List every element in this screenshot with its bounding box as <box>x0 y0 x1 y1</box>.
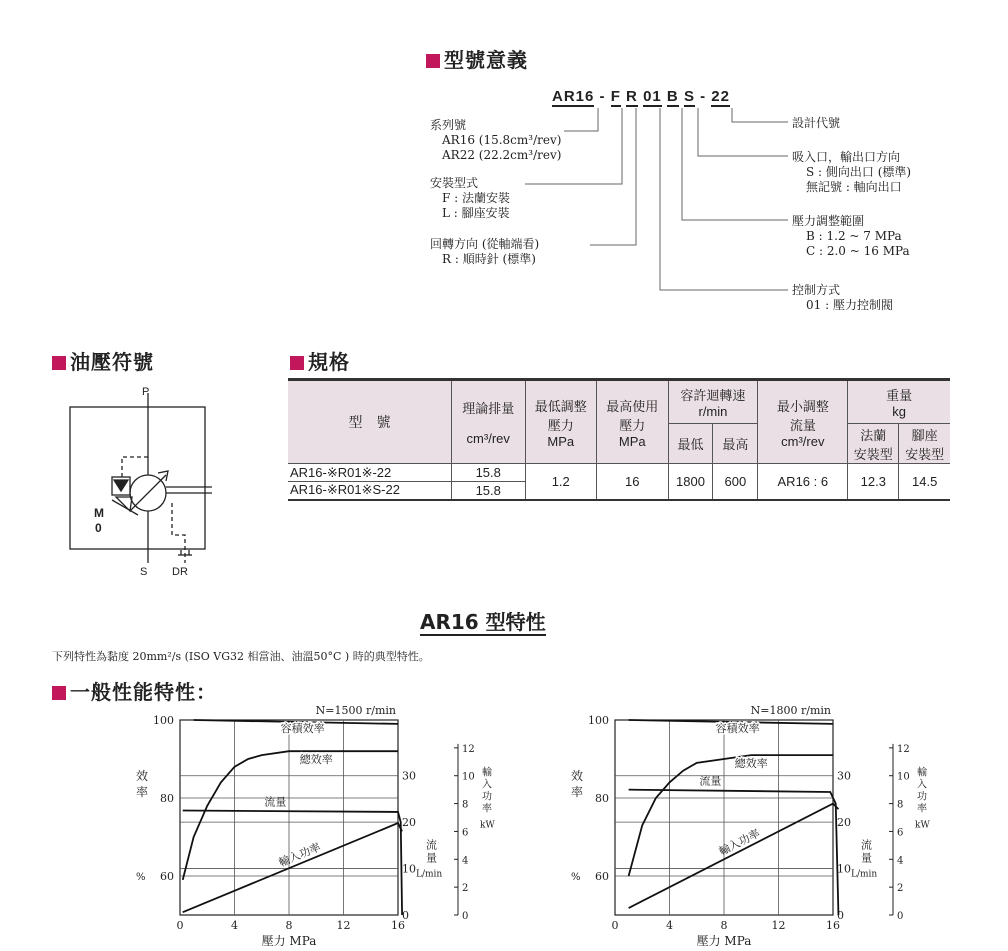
left-axis-label: 率 <box>571 785 584 799</box>
right-tick-label: 6 <box>462 827 469 839</box>
mid-tick-label: 0 <box>402 909 409 922</box>
mounting-block: 安裝型式 F : 法蘭安裝 L : 腳座安裝 <box>430 176 510 220</box>
left-axis-label: 率 <box>136 785 149 799</box>
x-tick-label: 8 <box>720 919 728 932</box>
right-axis-unit: kW <box>915 820 930 831</box>
right-tick-label: 10 <box>462 771 475 783</box>
right-axis-label: 入 <box>482 779 492 791</box>
characteristics-note: 下列特性為黏度 20mm²/s (ISO VG32 相當油、油溫50°C ) 時的典型特性。 <box>52 650 430 663</box>
series-label: 輸入功率 <box>276 840 323 870</box>
series-label: 總效率 <box>734 757 768 771</box>
port-dr-label: DR <box>172 566 188 578</box>
left-axis-label: 效 <box>136 769 149 783</box>
right-axis-label: 率 <box>917 803 927 815</box>
pressure-range-block: 壓力調整範圍 B : 1.2 ~ 7 MPa C : 2.0 ~ 16 MPa <box>792 214 910 258</box>
code-series: AR16 <box>552 88 595 105</box>
right-axis-label: 入 <box>917 779 927 791</box>
right-tick-label: 0 <box>897 911 904 922</box>
mid-tick-label: 20 <box>837 816 851 830</box>
mid-axis-label: 流 <box>426 838 437 852</box>
code-design: 22 <box>711 88 730 105</box>
x-tick-label: 4 <box>666 919 673 932</box>
spec-title: 規格 <box>290 346 350 375</box>
th-flange: 法蘭 安裝型 <box>848 424 899 464</box>
left-axis-unit: % <box>571 872 581 883</box>
mid-axis-label: 流 <box>861 838 872 852</box>
table-row: AR16-※R01※S-22 15.8 <box>288 482 950 500</box>
control-valve-icon <box>114 480 128 491</box>
x-tick-label: 0 <box>176 919 184 932</box>
general-performance-title: 一般性能特性： <box>52 676 217 705</box>
right-tick-label: 6 <box>897 827 904 839</box>
code-rotation: R <box>626 88 638 105</box>
mid-tick-label: 30 <box>402 769 416 783</box>
th-max-pressure: 最高使用 壓力 MPa <box>597 380 669 464</box>
series-block: 系列號 AR16 (15.8cm³/rev) AR22 (22.2cm³/rev) <box>430 118 562 162</box>
series-label: 容積效率 <box>715 722 760 735</box>
mid-axis-label: 量 <box>861 851 872 865</box>
x-axis-label: 壓力 MPa <box>261 934 317 948</box>
left-tick-label: 100 <box>588 714 609 727</box>
x-tick-label: 0 <box>611 919 619 932</box>
x-axis-label: 壓力 MPa <box>696 934 752 948</box>
right-tick-label: 2 <box>462 883 469 895</box>
left-tick-label: 60 <box>160 870 174 883</box>
right-tick-label: 4 <box>462 855 469 867</box>
chart-title: N=1800 r/min <box>750 704 831 717</box>
code-mounting: F <box>610 88 621 105</box>
th-speed: 容許迴轉速 r/min <box>668 380 758 424</box>
th-model: 型 號 <box>288 380 451 464</box>
right-tick-label: 2 <box>897 883 904 895</box>
x-tick-label: 4 <box>231 919 238 932</box>
mid-axis-unit: L/min <box>851 869 878 880</box>
th-speed-max: 最高 <box>713 424 758 464</box>
mid-tick-label: 10 <box>837 862 851 876</box>
mid-axis-unit: L/min <box>416 869 443 880</box>
right-tick-label: 8 <box>462 799 469 811</box>
characteristics-title: AR16 型特性 <box>420 610 546 634</box>
left-tick-label: 100 <box>153 714 174 727</box>
left-axis-label: 效 <box>571 769 584 783</box>
right-tick-label: 12 <box>897 743 910 755</box>
th-weight: 重量 kg <box>848 380 950 424</box>
series-line-1 <box>629 755 833 876</box>
port-direction-block: 吸入口，輸出口方向 S : 側向出口 (標準) 無記號 : 軸向出口 <box>792 150 912 194</box>
control-block: 控制方式 01 : 壓力控制閥 <box>792 283 893 312</box>
table-row: AR16-※R01※-22 15.8 1.2 16 1800 600 AR16 : 6 12.3 14.5 <box>288 464 950 482</box>
title-marker-icon <box>52 686 66 700</box>
x-tick-label: 12 <box>336 919 351 932</box>
chart-1 <box>120 700 510 951</box>
model-meaning-title: 型號意義 <box>426 44 528 73</box>
title-marker-icon <box>426 54 440 68</box>
spec-table <box>288 378 950 501</box>
series-label: 流量 <box>699 774 722 788</box>
port-p-label: P <box>142 386 150 398</box>
x-tick-label: 16 <box>391 919 405 932</box>
x-tick-label: 16 <box>826 919 840 932</box>
chart-2 <box>555 700 945 951</box>
chart-title: N=1500 r/min <box>315 704 396 717</box>
code-control: 01 <box>643 88 662 105</box>
rotation-block: 回轉方向 (從軸端看) R : 順時針 (標準) <box>430 237 540 266</box>
series-label: 容積效率 <box>280 722 325 735</box>
right-axis-label: 功 <box>917 791 927 803</box>
code-port: S <box>683 88 695 105</box>
title-marker-icon <box>290 356 304 370</box>
title-marker-icon <box>52 356 66 370</box>
symbol-title: 油壓符號 <box>52 346 154 375</box>
mid-tick-label: 30 <box>837 769 851 783</box>
series-label: 流量 <box>264 795 287 809</box>
th-min-pressure: 最低調整 壓力 MPa <box>525 380 597 464</box>
right-tick-label: 8 <box>897 799 904 811</box>
th-displacement: 理論排量 cm³/rev <box>451 380 525 464</box>
symbol-zero-label: 0 <box>95 521 102 535</box>
right-tick-label: 4 <box>897 855 904 867</box>
right-axis-label: 輸 <box>917 767 927 779</box>
code-pressure: B <box>666 88 679 105</box>
series-label: 輸入功率 <box>716 826 762 859</box>
left-tick-label: 80 <box>160 792 174 805</box>
th-foot: 腳座 安裝型 <box>899 424 950 464</box>
left-tick-label: 60 <box>595 870 609 883</box>
port-s-label: S <box>140 566 148 578</box>
hydraulic-symbol <box>60 385 230 580</box>
series-line-3 <box>629 804 839 908</box>
x-tick-label: 12 <box>771 919 786 932</box>
design-code-block: 設計代號 <box>792 116 841 130</box>
left-axis-unit: % <box>136 872 146 883</box>
th-speed-min: 最低 <box>668 424 713 464</box>
right-axis-label: 率 <box>482 803 492 815</box>
right-axis-label: 功 <box>482 791 492 803</box>
right-tick-label: 10 <box>897 771 910 783</box>
right-tick-label: 0 <box>462 911 469 922</box>
right-tick-label: 12 <box>462 743 475 755</box>
series-label: 總效率 <box>299 753 333 767</box>
mid-tick-label: 10 <box>402 862 416 876</box>
left-tick-label: 80 <box>595 792 609 805</box>
right-axis-label: 輸 <box>482 767 492 779</box>
series-line-3 <box>183 823 402 912</box>
mid-tick-label: 20 <box>402 816 416 830</box>
symbol-m-label: M <box>94 506 104 520</box>
model-code: AR16 - F R 01 B S - 22 <box>552 88 730 105</box>
mid-axis-label: 量 <box>426 851 437 865</box>
x-tick-label: 8 <box>285 919 293 932</box>
right-axis-unit: kW <box>480 820 495 831</box>
mid-tick-label: 0 <box>837 909 844 922</box>
th-min-flow: 最小調整 流量 cm³/rev <box>758 380 848 464</box>
